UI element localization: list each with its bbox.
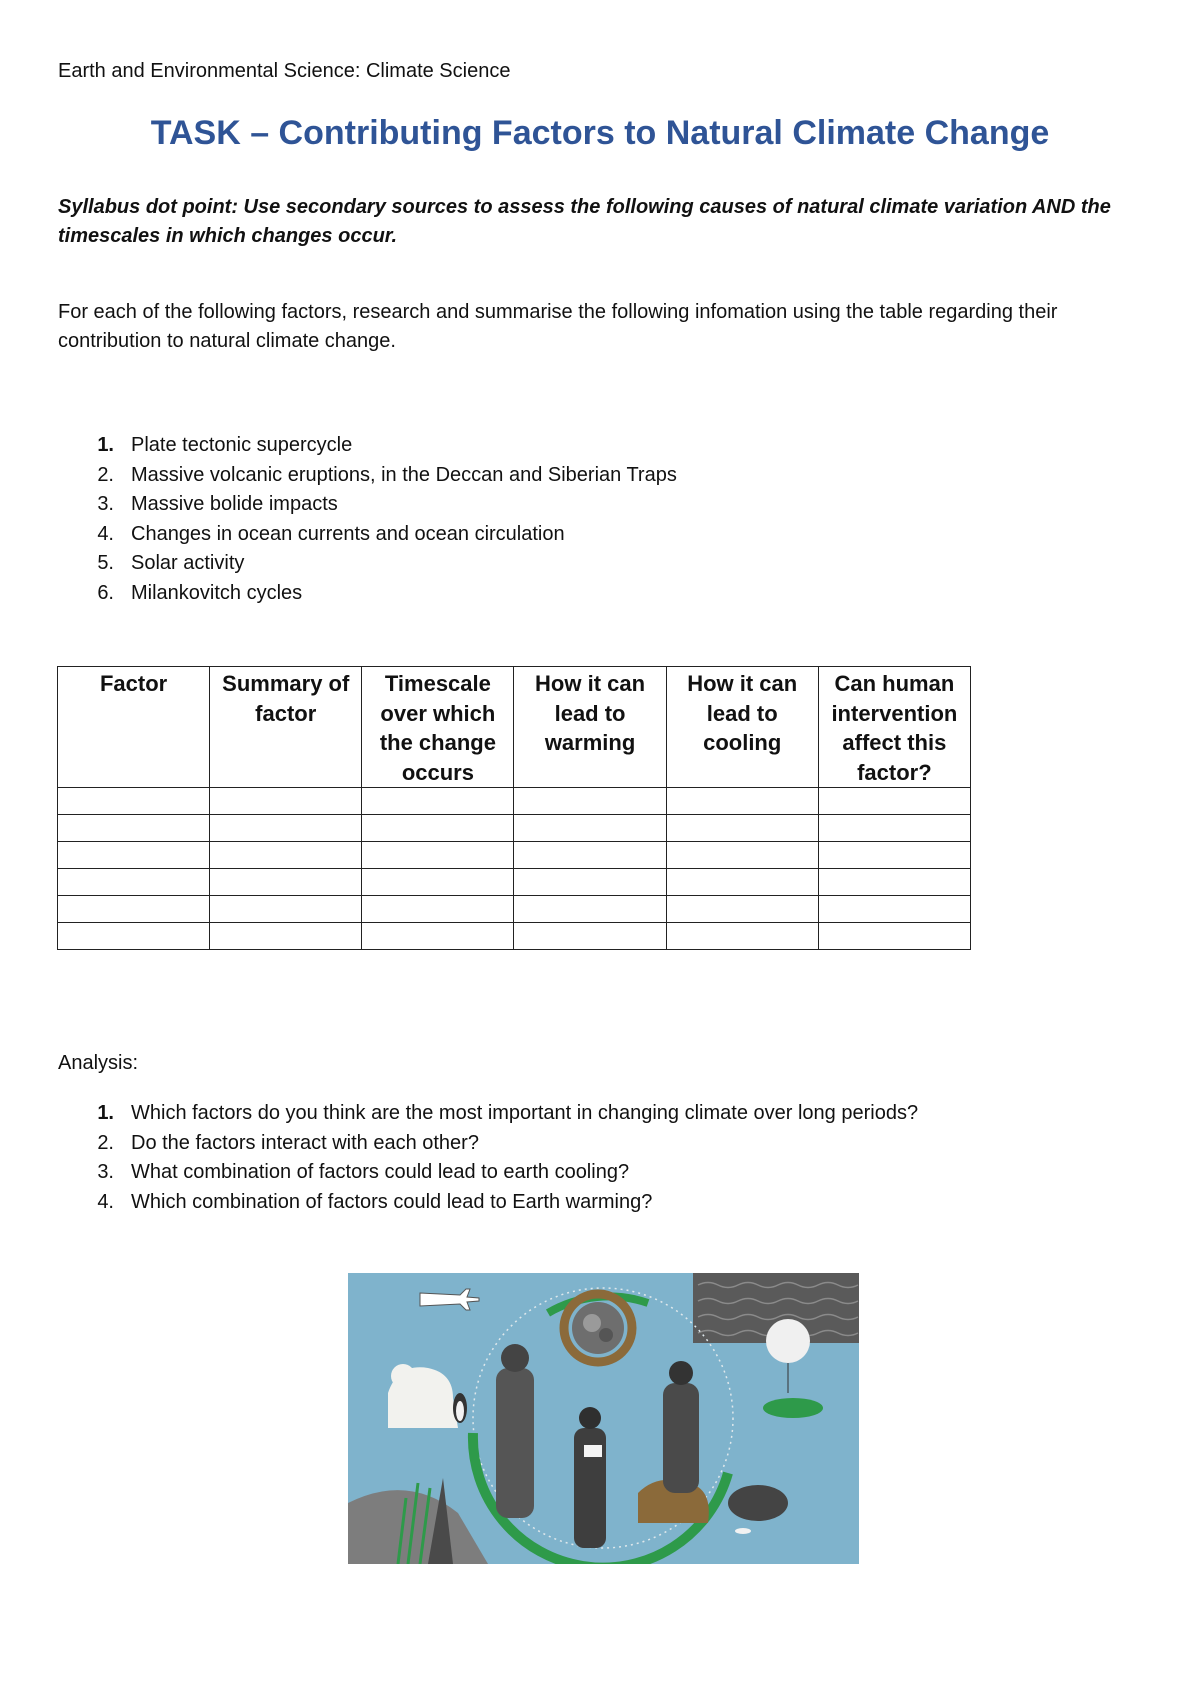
table-row	[58, 788, 971, 815]
table-cell[interactable]	[514, 869, 666, 896]
table-header-row	[58, 667, 971, 788]
table-cell[interactable]	[666, 896, 818, 923]
table-cell[interactable]	[210, 896, 362, 923]
table-cell[interactable]	[666, 815, 818, 842]
table-cell[interactable]	[210, 923, 362, 950]
table-cell[interactable]	[58, 815, 210, 842]
table-cell[interactable]	[514, 896, 666, 923]
table-cell[interactable]	[362, 815, 514, 842]
syllabus-dot-point: Syllabus dot point: Use secondary sources to assess the following causes of natural climate variation AND the timescales in which changes occur.	[58, 196, 1111, 247]
header-timescale: Timescale over which the change occurs	[362, 667, 514, 788]
header-summary: Summary of factor	[210, 667, 362, 788]
analysis-heading: Analysis:	[58, 1052, 139, 1074]
table-row	[58, 923, 971, 950]
table-cell[interactable]	[818, 923, 970, 950]
list-text: Plate tectonic supercycle	[131, 434, 353, 456]
table-cell[interactable]	[818, 788, 970, 815]
table-row	[58, 815, 971, 842]
list-text: Which combination of factors could lead to Earth warming?	[131, 1190, 653, 1213]
fish	[735, 1528, 751, 1534]
table-cell[interactable]	[58, 788, 210, 815]
list-item	[58, 579, 677, 609]
table-cell[interactable]	[514, 788, 666, 815]
diver	[728, 1485, 788, 1521]
factor-table	[57, 666, 971, 950]
list-item	[58, 549, 677, 579]
table-cell[interactable]	[362, 869, 514, 896]
list-number: 3.	[97, 493, 114, 515]
list-item	[58, 461, 677, 491]
table-cell[interactable]	[514, 923, 666, 950]
list-number: 4.	[97, 1190, 114, 1213]
list-text: Milankovitch cycles	[131, 581, 303, 604]
list-number: 3.	[97, 1161, 114, 1183]
table-row	[58, 896, 971, 923]
list-text: Massive bolide impacts	[131, 493, 338, 515]
table-cell[interactable]	[818, 869, 970, 896]
table-cell[interactable]	[210, 815, 362, 842]
header-warming: How it can lead to warming	[514, 667, 666, 788]
factors-list	[58, 431, 677, 608]
table-cell[interactable]	[818, 815, 970, 842]
analysis-questions-list	[58, 1099, 918, 1217]
green-disc	[763, 1398, 823, 1418]
page-title: TASK – Contributing Factors to Natural Climate Change	[150, 114, 1050, 152]
table-cell[interactable]	[666, 869, 818, 896]
table-cell[interactable]	[818, 896, 970, 923]
header-human-intervention: Can human intervention affect this factor?	[818, 667, 970, 788]
list-number: 5.	[97, 552, 114, 574]
scientist-figure-3	[663, 1383, 699, 1493]
table-cell[interactable]	[666, 923, 818, 950]
weather-balloon	[766, 1319, 810, 1363]
table-cell[interactable]	[666, 842, 818, 869]
list-text: Changes in ocean currents and ocean circulation	[131, 522, 565, 545]
list-text: Which factors do you think are the most important in changing climate over long periods?	[131, 1102, 919, 1124]
list-number: 2.	[97, 1131, 114, 1154]
climate-science-collage-image	[348, 1273, 859, 1564]
table-cell[interactable]	[362, 923, 514, 950]
table-cell[interactable]	[58, 923, 210, 950]
list-number: 2.	[97, 463, 114, 486]
instructions-paragraph: For each of the following factors, research and summarise the following infomation using the table regarding their contribution to natural climate change.	[58, 301, 1058, 352]
list-item	[58, 1188, 918, 1218]
list-text: What combination of factors could lead to earth cooling?	[131, 1161, 630, 1183]
table-cell[interactable]	[210, 842, 362, 869]
table-row	[58, 842, 971, 869]
header-cooling: How it can lead to cooling	[666, 667, 818, 788]
table-cell[interactable]	[210, 788, 362, 815]
list-item	[58, 490, 677, 520]
table-cell[interactable]	[58, 869, 210, 896]
table-cell[interactable]	[362, 842, 514, 869]
table-row	[58, 869, 971, 896]
list-item	[58, 1158, 918, 1188]
list-text: Massive volcanic eruptions, in the Deccan and Siberian Traps	[131, 463, 677, 486]
list-number: 4.	[97, 522, 114, 545]
scientist-figure-1	[496, 1368, 534, 1518]
list-item	[58, 431, 677, 461]
subject-line: Earth and Environmental Science: Climate Science	[58, 60, 511, 82]
table-cell[interactable]	[58, 842, 210, 869]
list-number: 6.	[97, 581, 114, 604]
header-factor: Factor	[58, 667, 210, 788]
table-cell[interactable]	[666, 788, 818, 815]
table-cell[interactable]	[514, 815, 666, 842]
list-number: 1.	[97, 434, 114, 456]
list-number: 1.	[97, 1102, 114, 1124]
table-cell[interactable]	[362, 788, 514, 815]
list-item	[58, 520, 677, 550]
list-item	[58, 1129, 918, 1159]
list-text: Do the factors interact with each other?	[131, 1131, 479, 1154]
table-cell[interactable]	[362, 896, 514, 923]
table-cell[interactable]	[210, 869, 362, 896]
table-cell[interactable]	[58, 896, 210, 923]
table-cell[interactable]	[818, 842, 970, 869]
list-text: Solar activity	[131, 552, 245, 574]
table-cell[interactable]	[514, 842, 666, 869]
list-item	[58, 1099, 918, 1129]
